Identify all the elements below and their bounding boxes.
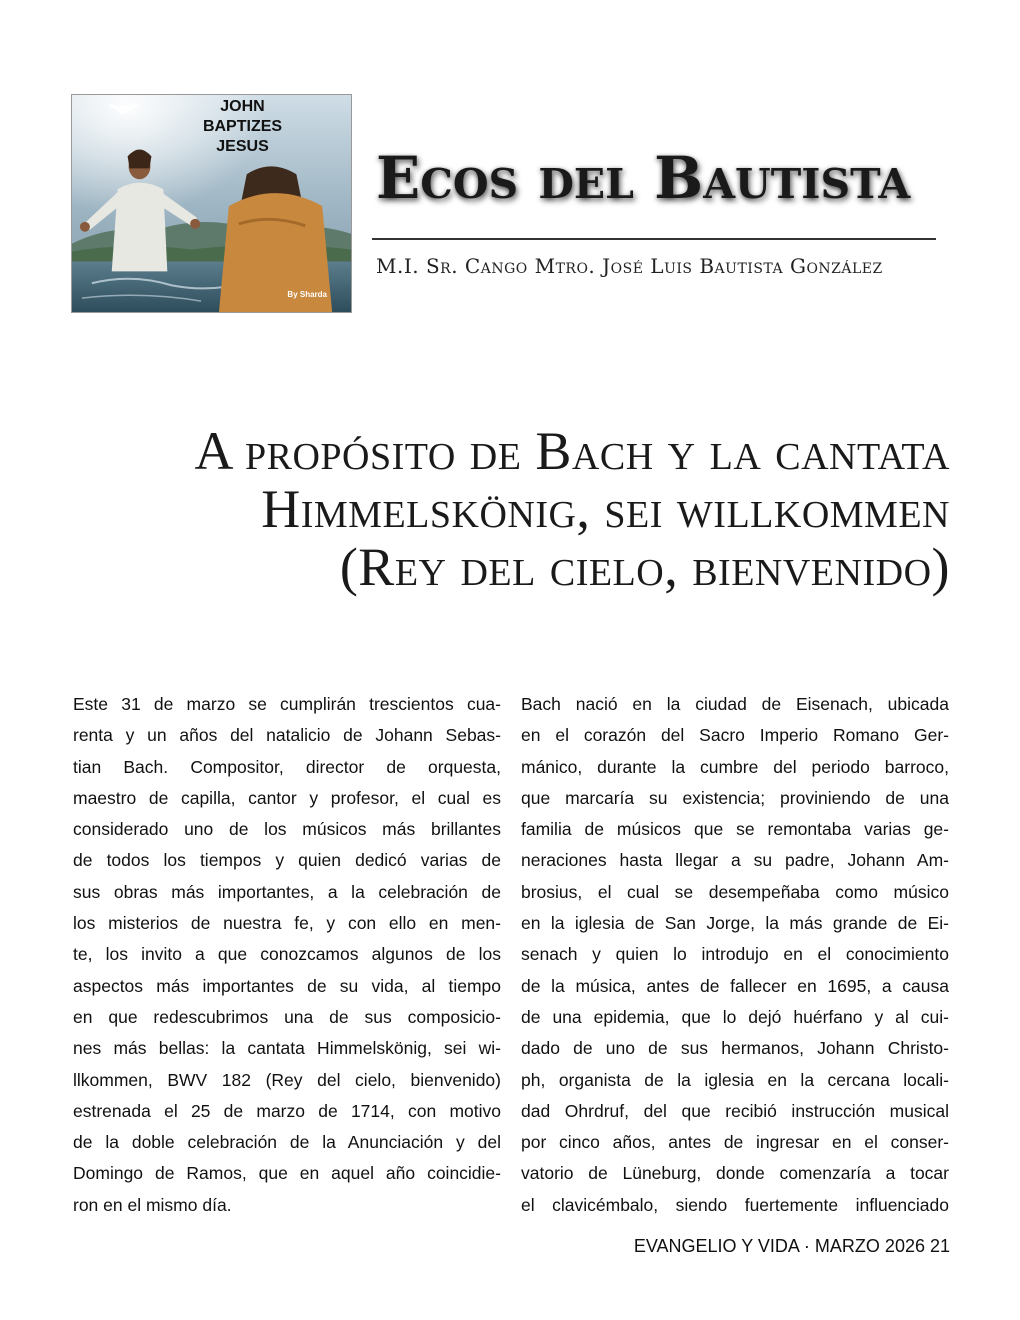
body-line: de una epidemia, que lo dejó huérfano y al cui- xyxy=(521,1006,949,1027)
body-line: en que redescubrimos una de sus composicio- xyxy=(73,1006,501,1027)
body-line: ph, organista de la iglesia en la cercana locali- xyxy=(521,1069,949,1090)
author-byline: M.I. Sr. Cango Mtro. José Luis Bautista González xyxy=(376,254,883,278)
body-line: dad Ohrdruf, del que recibió instrucción musical xyxy=(521,1100,949,1121)
column-title: Ecos del Bautista xyxy=(376,144,911,212)
body-line: ron en el mismo día. xyxy=(73,1194,232,1215)
body-line: Bach nació en la ciudad de Eisenach, ubicada xyxy=(521,694,949,714)
headline-line: Himmelskönig, sei willkommen xyxy=(261,479,950,539)
body-line: de todos los tiempos y quien dedicó varias de xyxy=(73,850,501,871)
body-line: el clavicémbalo, siendo fuertemente influenciado xyxy=(521,1194,949,1215)
body-line: dado de uno de sus hermanos, Johann Christo- xyxy=(521,1038,949,1059)
body-line: en el corazón del Sacro Imperio Romano Ger- xyxy=(521,725,949,746)
article-headline xyxy=(120,422,950,596)
body-line: Este 31 de marzo se cumplirán trescientos cua- xyxy=(73,694,501,714)
title-divider xyxy=(372,238,936,240)
headline-line: A propósito de Bach y la cantata xyxy=(194,421,950,481)
page-footer: EVANGELIO Y VIDA · MARZO 2026 21 xyxy=(633,1236,950,1256)
body-line: por cinco años, antes de ingresar en el conser- xyxy=(521,1132,949,1153)
body-line: tian Bach. Compositor, director de orquesta, xyxy=(73,756,501,777)
body-line: familia de músicos que se remontaba varias ge- xyxy=(521,819,949,840)
body-line: te, los invito a que conozcamos algunos de los xyxy=(73,944,501,965)
body-line: en la iglesia de San Jorge, la más grande de Ei- xyxy=(521,913,949,934)
body-line: llkommen, BWV 182 (Rey del cielo, bienvenido) xyxy=(73,1069,501,1090)
illustration-credit: By Sharda xyxy=(287,290,327,299)
illustration-caption-line: JESUS xyxy=(216,138,269,155)
body-line: senach y quien lo introdujo en el conocimiento xyxy=(521,944,949,965)
body-line: que marcaría su existencia; proviniendo de una xyxy=(521,787,949,808)
body-line: nes más bellas: la cantata Himmelskönig, sei wi- xyxy=(73,1038,501,1059)
body-line: de la música, antes de fallecer en 1695, a causa xyxy=(521,975,949,996)
body-line: brosius, el cual se desempeñaba como músico xyxy=(521,881,949,902)
body-line: mánico, durante la cumbre del periodo barroco, xyxy=(521,756,949,777)
body-column-left xyxy=(73,689,501,1221)
body-line: Domingo de Ramos, que en aquel año coincidie- xyxy=(73,1163,501,1184)
body-line: vatorio de Lüneburg, donde comenzaría a tocar xyxy=(521,1163,949,1184)
body-line: aspectos más importantes de su vida, al tiempo xyxy=(73,975,501,996)
body-line: sus obras más importantes, a la celebración de xyxy=(73,881,501,902)
body-line: maestro de capilla, cantor y profesor, el cual es xyxy=(73,787,501,808)
body-line: estrenada el 25 de marzo de 1714, con motivo xyxy=(73,1100,501,1121)
body-line: neraciones hasta llegar a su padre, Johann Am- xyxy=(521,850,949,871)
body-line: considerado uno de los músicos más brillantes xyxy=(73,819,501,840)
illustration-caption xyxy=(102,97,352,157)
baptism-illustration xyxy=(71,94,352,313)
illustration-caption-line: JOHN xyxy=(220,98,265,115)
headline-line: (Rey del cielo, bienvenido) xyxy=(339,537,950,597)
body-line: renta y un años del natalicio de Johann Sebas- xyxy=(73,725,501,746)
body-line: de la doble celebración de la Anunciación y del xyxy=(73,1132,501,1153)
illustration-caption-line: BAPTIZES xyxy=(202,118,283,135)
body-line: los misterios de nuestra fe, y con ello en men- xyxy=(73,913,501,934)
body-column-right xyxy=(521,689,949,1221)
